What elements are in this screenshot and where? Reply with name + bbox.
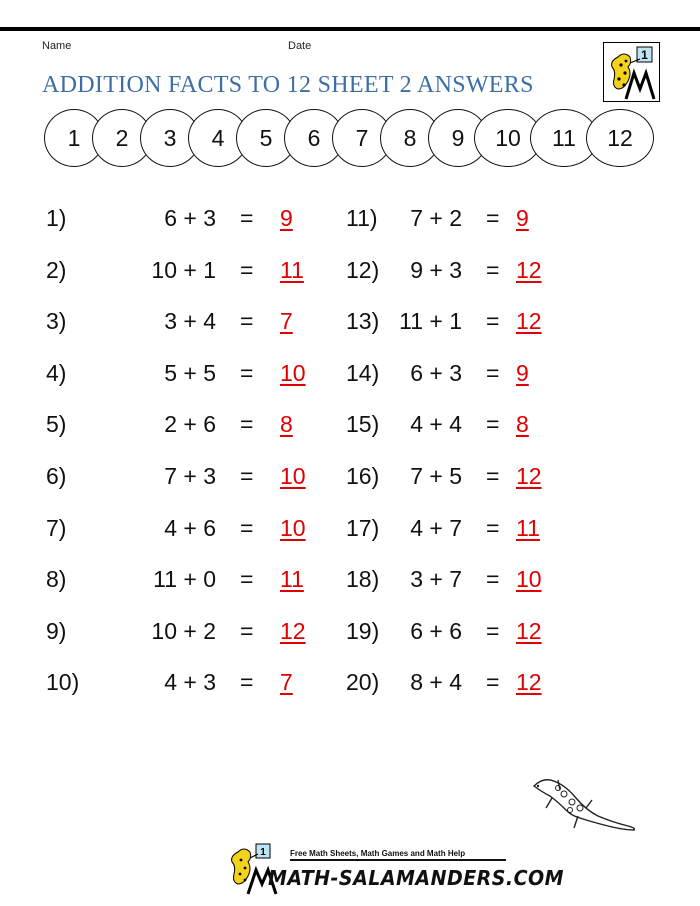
problem-row	[346, 257, 636, 291]
equals-sign: =	[240, 463, 254, 489]
problem-row	[46, 308, 336, 342]
equals-sign: =	[486, 566, 500, 592]
problem-answer: 7	[280, 308, 293, 334]
problem-answer: 9	[280, 205, 293, 231]
equals-sign: =	[240, 360, 254, 386]
problem-expression: 8 + 4	[410, 669, 462, 695]
problem-expression: 6 + 3	[410, 360, 462, 386]
number-circle: 7	[332, 109, 392, 167]
problem-row	[46, 515, 336, 549]
problem-row	[346, 308, 636, 342]
problem-row	[346, 515, 636, 549]
equals-sign: =	[240, 515, 254, 541]
problem-number: 17)	[346, 515, 380, 541]
problem-row	[346, 669, 636, 703]
number-circle: 12	[586, 109, 654, 167]
problem-answer: 8	[516, 411, 529, 437]
problem-row	[46, 411, 336, 445]
problem-row	[346, 205, 636, 239]
number-circle: 5	[236, 109, 296, 167]
problem-row	[346, 618, 636, 652]
equals-sign: =	[240, 566, 254, 592]
problem-expression: 7 + 5	[410, 463, 462, 489]
number-circle: 9	[428, 109, 488, 167]
problem-number: 18)	[346, 566, 380, 592]
name-label: Name	[42, 40, 72, 52]
problem-number: 7)	[46, 515, 67, 541]
problem-number: 3)	[46, 308, 67, 334]
problem-answer: 12	[516, 463, 542, 489]
salamander-logo-icon	[603, 42, 660, 102]
problem-expression: 4 + 6	[164, 515, 216, 541]
problem-expression: 10 + 2	[151, 618, 216, 644]
salamander-icon	[530, 772, 640, 842]
page-title: ADDITION FACTS TO 12 SHEET 2 ANSWERS	[42, 72, 534, 98]
problem-row	[346, 463, 636, 497]
number-circle: 6	[284, 109, 344, 167]
footer-rule	[290, 859, 506, 861]
problem-answer: 10	[280, 463, 306, 489]
problem-row	[46, 205, 336, 239]
problem-expression: 4 + 4	[410, 411, 462, 437]
problem-answer: 12	[516, 308, 542, 334]
problem-answer: 12	[516, 618, 542, 644]
problem-expression: 3 + 7	[410, 566, 462, 592]
problem-number: 8)	[46, 566, 67, 592]
problem-expression: 4 + 3	[164, 669, 216, 695]
footer-badge: 1	[260, 847, 266, 858]
problem-expression: 7 + 2	[410, 205, 462, 231]
problem-expression: 11 + 0	[153, 566, 216, 592]
problem-number: 15)	[346, 411, 380, 437]
equals-sign: =	[240, 257, 254, 283]
problem-number: 5)	[46, 411, 67, 437]
problem-answer: 8	[280, 411, 293, 437]
logo-badge: 1	[641, 48, 648, 62]
problem-answer: 11	[280, 257, 304, 283]
number-circle: 3	[140, 109, 200, 167]
problem-row	[46, 360, 336, 394]
number-circle: 10	[474, 109, 542, 167]
problem-expression: 6 + 3	[164, 205, 216, 231]
problem-row	[46, 463, 336, 497]
equals-sign: =	[240, 618, 254, 644]
equals-sign: =	[240, 669, 254, 695]
number-circle: 8	[380, 109, 440, 167]
problem-number: 13)	[346, 308, 380, 334]
problem-number: 19)	[346, 618, 380, 644]
problem-expression: 10 + 1	[151, 257, 216, 283]
problem-expression: 3 + 4	[164, 308, 216, 334]
footer	[228, 840, 565, 896]
problem-number: 2)	[46, 257, 67, 283]
problem-number: 10)	[46, 669, 80, 695]
problem-number: 20)	[346, 669, 380, 695]
problem-expression: 9 + 3	[410, 257, 462, 283]
problem-number: 9)	[46, 618, 67, 644]
problem-expression: 2 + 6	[164, 411, 216, 437]
equals-sign: =	[486, 515, 500, 541]
equals-sign: =	[240, 411, 254, 437]
problem-row	[346, 360, 636, 394]
equals-sign: =	[486, 411, 500, 437]
problem-row	[46, 257, 336, 291]
top-rule	[0, 27, 700, 31]
number-circle: 1	[44, 109, 104, 167]
equals-sign: =	[486, 360, 500, 386]
number-circle: 2	[92, 109, 152, 167]
problem-answer: 9	[516, 360, 529, 386]
equals-sign: =	[486, 308, 500, 334]
problem-row	[346, 566, 636, 600]
problem-number: 1)	[46, 205, 67, 231]
problem-expression: 5 + 5	[164, 360, 216, 386]
equals-sign: =	[486, 257, 500, 283]
date-label: Date	[288, 40, 312, 52]
problem-row	[346, 411, 636, 445]
problem-answer: 10	[516, 566, 542, 592]
problem-answer: 11	[280, 566, 304, 592]
problem-number: 11)	[346, 205, 378, 231]
problem-answer: 7	[280, 669, 293, 695]
problem-number: 6)	[46, 463, 67, 489]
problem-number: 16)	[346, 463, 380, 489]
equals-sign: =	[240, 308, 254, 334]
problem-number: 4)	[46, 360, 67, 386]
problem-number: 14)	[346, 360, 380, 386]
problem-number: 12)	[346, 257, 380, 283]
problem-expression: 6 + 6	[410, 618, 462, 644]
problem-answer: 9	[516, 205, 529, 231]
problem-expression: 11 + 1	[399, 308, 462, 334]
footer-tagline: Free Math Sheets, Math Games and Math Help	[290, 849, 466, 858]
problem-expression: 4 + 7	[410, 515, 462, 541]
problem-answer: 12	[516, 669, 542, 695]
number-circle: 11	[530, 109, 598, 167]
equals-sign: =	[486, 463, 500, 489]
number-circle: 4	[188, 109, 248, 167]
equals-sign: =	[486, 205, 500, 231]
problem-answer: 12	[280, 618, 306, 644]
problem-answer: 11	[516, 515, 540, 541]
problem-answer: 12	[516, 257, 542, 283]
problem-answer: 10	[280, 360, 306, 386]
problem-answer: 10	[280, 515, 306, 541]
problem-row	[46, 566, 336, 600]
problem-expression: 7 + 3	[164, 463, 216, 489]
equals-sign: =	[240, 205, 254, 231]
problem-row	[46, 669, 336, 703]
equals-sign: =	[486, 669, 500, 695]
footer-brand: MATH-SALAMANDERS.COM	[268, 866, 565, 890]
problem-row	[46, 618, 336, 652]
equals-sign: =	[486, 618, 500, 644]
